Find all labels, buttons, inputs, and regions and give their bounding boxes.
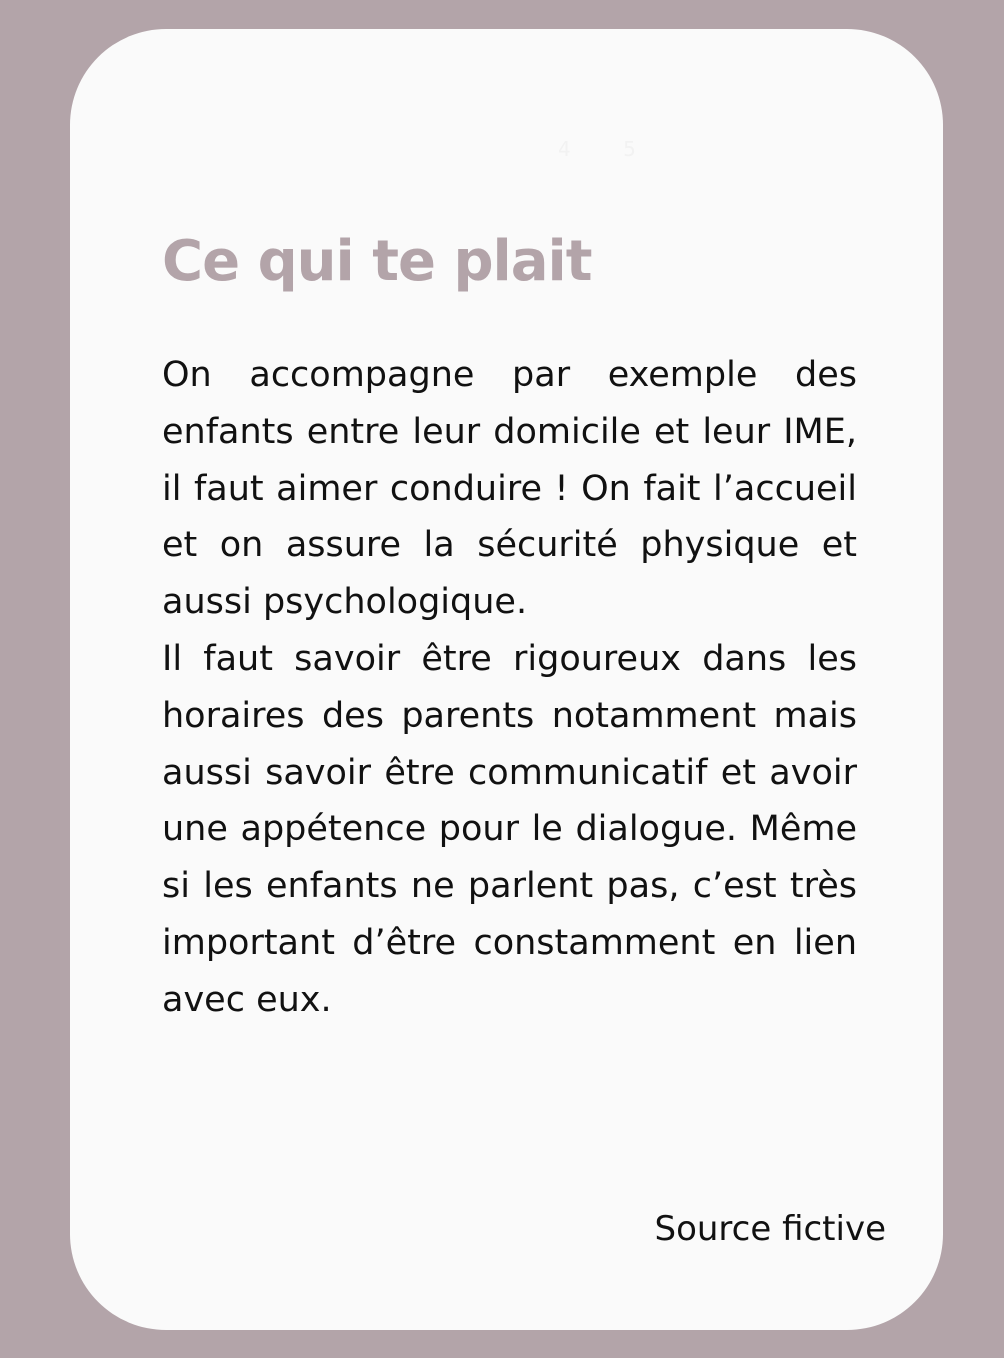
body-paragraph: On accompagne par exemple des enfants entre leur domicile et leur IME, il faut aimer conduire ! On fait l’accueil et on assure la sécurité physique et aussi psychologique. [162,355,857,623]
page-number-right: 5 [623,137,636,161]
page-numbers [558,137,682,161]
body-paragraph: Il faut savoir être rigoureux dans les horaires des parents notamment mais aussi savoir être communicatif et avoir une appétence pour le dialogue. Même si les enfants ne parlent pas, c’est très important d’être constamment en lien avec eux. [162,638,857,1020]
card-title: Ce qui te plait [162,229,592,294]
card-body [162,347,857,1029]
content-card [70,29,943,1330]
source-note: Source fictive [654,1209,886,1249]
page-number-left: 4 [558,137,571,161]
